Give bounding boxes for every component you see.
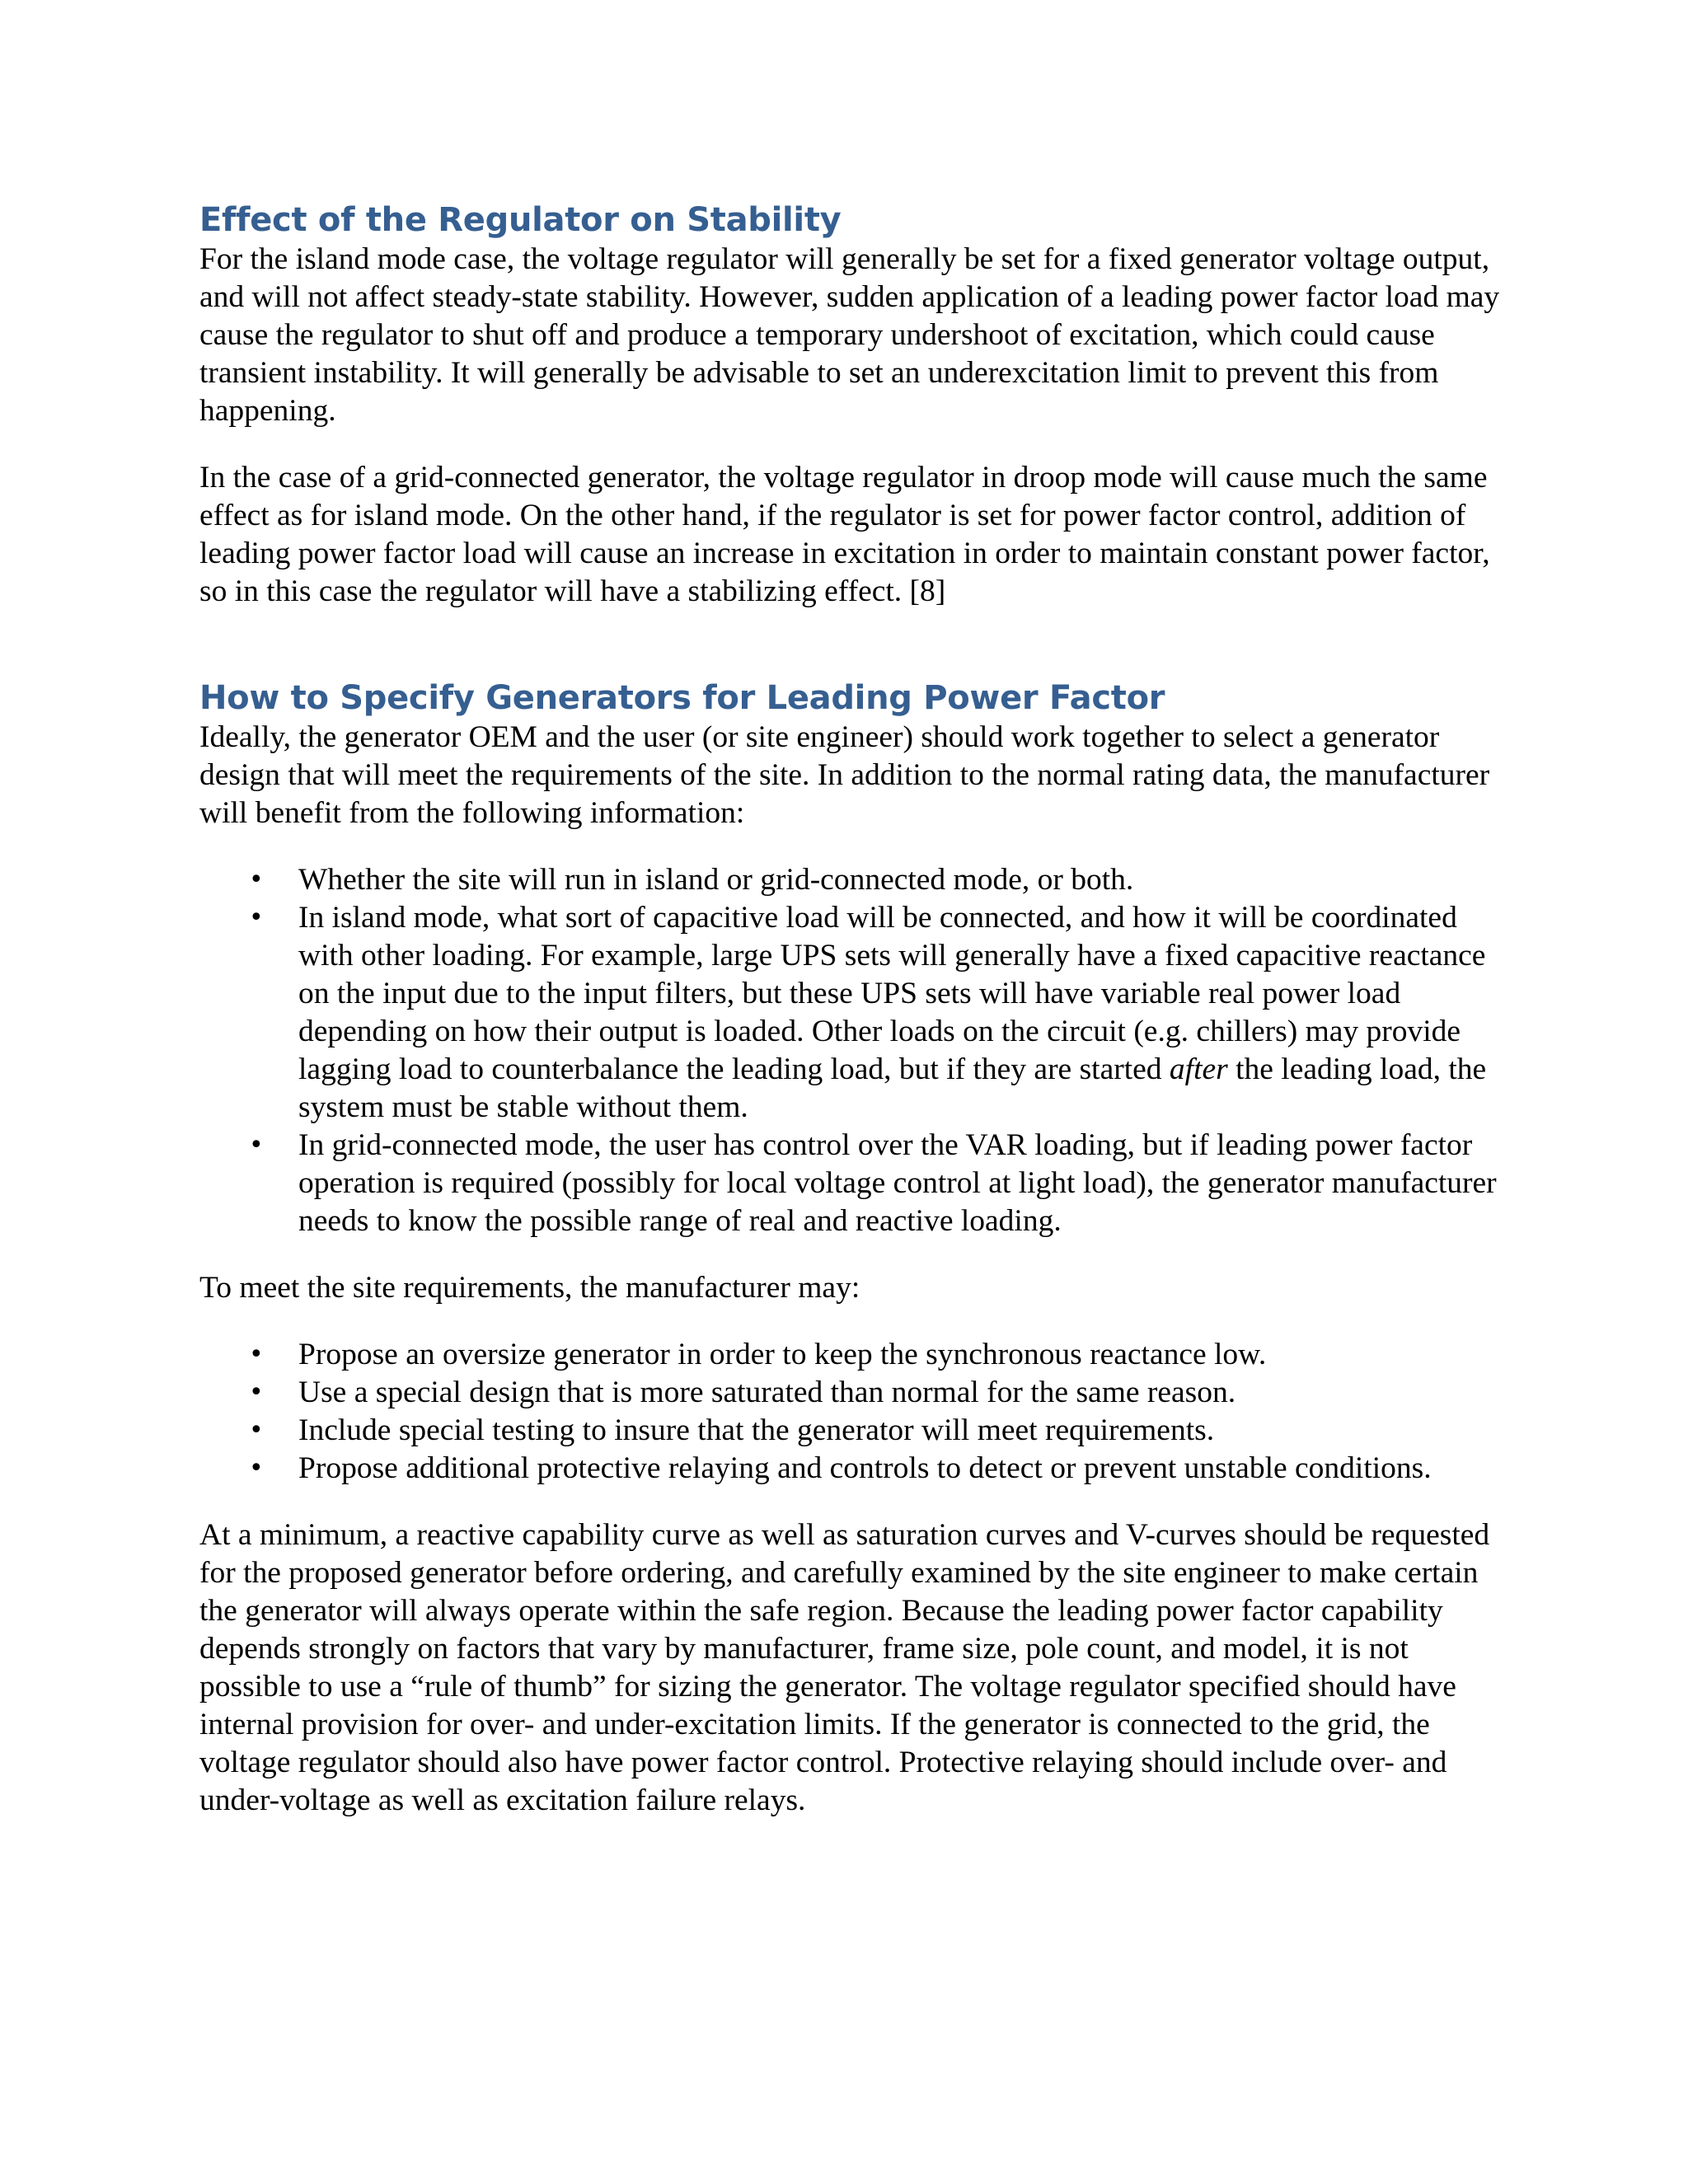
bullet-icon: •: [249, 865, 264, 894]
site-information-list: [199, 861, 1500, 1240]
bullet-icon: •: [249, 1340, 264, 1369]
bullet-icon: •: [249, 903, 264, 932]
paragraph-specify-intro: Ideally, the generator OEM and the user (or site engineer) should work together to select a generator design that will meet the requirements of the site. In addition to the normal rating data, the manufacturer will benefit from the following information:: [199, 720, 1490, 830]
section-heading-specify-generators: How to Specify Generators for Leading Power Factor: [199, 679, 1165, 717]
paragraph-island-mode: For the island mode case, the voltage regulator will generally be set for a fixed generator voltage output, and will not affect steady-state stability. However, sudden application of a leading power factor load may cause the regulator to shut off and produce a temporary undershoot of excitation, which could cause transient instability. It will generally be advisable to set an underexcitation limit to prevent this from happening.: [199, 242, 1500, 428]
bullet-icon: •: [249, 1131, 264, 1160]
list-item-text: Propose an oversize generator in order to keep the synchronous reactance low.: [298, 1338, 1267, 1371]
list-item: [199, 1450, 1500, 1488]
bullet-icon: •: [249, 1454, 264, 1483]
bullet-icon: •: [249, 1416, 264, 1445]
manufacturer-options-list: [199, 1336, 1500, 1488]
emphasis-text: after: [1169, 1052, 1228, 1086]
list-item-text: Whether the site will run in island or grid-connected mode, or both.: [298, 863, 1134, 897]
paragraph-transition: To meet the site requirements, the manufacturer may:: [199, 1271, 860, 1305]
list-item-text: Propose additional protective relaying and controls to detect or prevent unstable conditions.: [298, 1451, 1432, 1485]
list-item-text: In grid-connected mode, the user has control over the VAR loading, but if leading power factor operation is required (possibly for local voltage control at light load), the generator manufacturer needs to know the possible range of real and reactive loading.: [298, 1128, 1497, 1238]
list-item-text: Use a special design that is more saturated than normal for the same reason.: [298, 1376, 1236, 1409]
document-page: [199, 199, 1500, 1849]
section-heading-regulator-stability: Effect of the Regulator on Stability: [199, 201, 842, 239]
section-spacer: [199, 640, 1500, 677]
paragraph-conclusion: At a minimum, a reactive capability curve as well as saturation curves and V-curves should be requested for the proposed generator before ordering, and carefully examined by the site engineer to make certain the generator will always operate within the safe region. Because the leading power factor capability depends strongly on factors that vary by manufacturer, frame size, pole count, and model, it is not possible to use a “rule of thumb” for sizing the generator. The voltage regulator specified should have internal provision for over- and under-excitation limits. If the generator is connected to the grid, the voltage regulator should also have power factor control. Protective relaying should include over- and under-voltage as well as excitation failure relays.: [199, 1518, 1490, 1817]
paragraph-grid-connected: In the case of a grid-connected generator, the voltage regulator in droop mode will cause much the same effect as for island mode. On the other hand, if the regulator is set for power factor control, addition of leading power factor load will cause an increase in excitation in order to maintain constant power factor, so in this case the regulator will have a stabilizing effect. [8]: [199, 461, 1490, 608]
list-item-text: the leading load, the system must be stable without them.: [298, 1052, 1487, 1124]
list-item: [199, 1374, 1500, 1412]
bullet-icon: •: [249, 1378, 264, 1407]
list-item: [199, 1412, 1500, 1450]
list-item: [199, 899, 1500, 1127]
list-item-text: Include special testing to insure that the generator will meet requirements.: [298, 1413, 1215, 1447]
list-item: [199, 1336, 1500, 1374]
list-item: [199, 861, 1500, 899]
list-item: [199, 1127, 1500, 1240]
list-item-text: In island mode, what sort of capacitive load will be connected, and how it will be coordinated with other loading. For example, large UPS sets will generally have a fixed capacitive reactance on the input due to the input filters, but these UPS sets will have variable real power load depending on how their output is loaded. Other loads on the circuit (e.g. chillers) may provide lagging load to counterbalance the leading load, but if they are started: [298, 901, 1486, 1086]
